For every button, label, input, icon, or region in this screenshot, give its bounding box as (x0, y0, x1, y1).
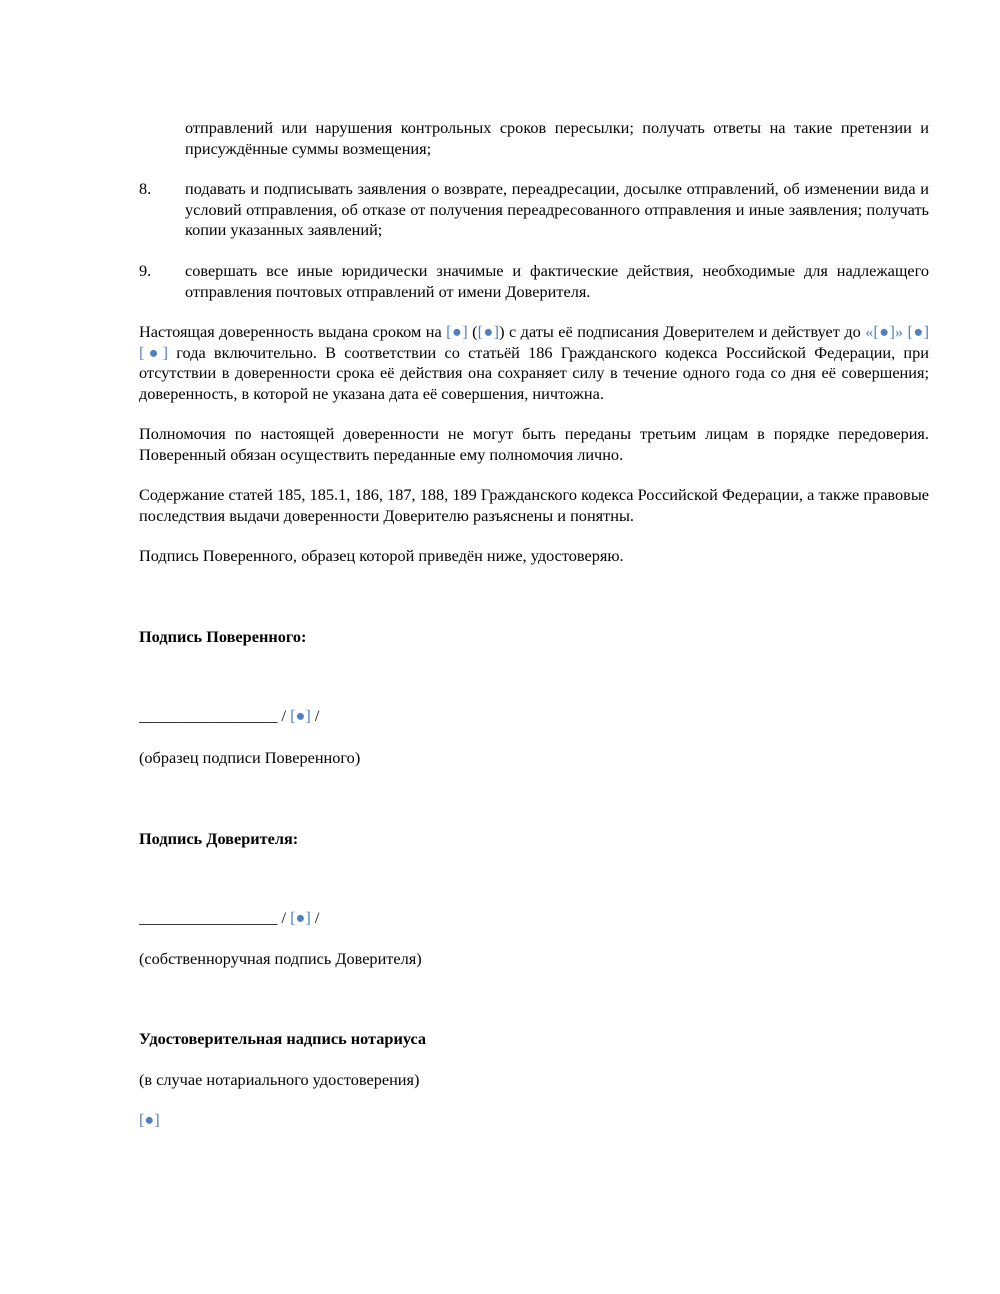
term-placeholder-2: [●] (477, 322, 500, 341)
notary-note: (в случае нотариального удостоверения) (139, 1070, 420, 1089)
principal-signature-caption: (собственноручная подпись Доверителя) (139, 949, 422, 968)
term-text-3: ) с даты её подписания Доверителем и действует до (499, 322, 866, 341)
principal-signature-underline: _________________ / (139, 908, 291, 927)
principal-signature-line (139, 908, 319, 929)
attorney-signature-underline: _________________ / (139, 706, 291, 725)
term-text-2: ( (467, 322, 478, 341)
list-item-number-9: 9. (139, 261, 152, 280)
attorney-signature-suffix: / (310, 706, 320, 725)
term-date-placeholder: «[●]» [●] [●] (139, 322, 929, 362)
attorney-signature-heading: Подпись Поверенного: (139, 627, 307, 646)
principal-signature-heading: Подпись Доверителя: (139, 829, 299, 848)
attorney-name-placeholder: [●] (290, 706, 311, 725)
term-text-1: Настоящая доверенность выдана сроком на (139, 322, 447, 341)
list-item-8: подавать и подписывать заявления о возврате, переадресации, досылке отправлений, об изменении вида и условий отправления, об отказе от получения переадресованного отправления и иные заявления; получать копии указанных заявлений; (185, 179, 929, 239)
list-item-number-8: 8. (139, 179, 152, 198)
list-item-continuation: отправлений или нарушения контрольных сроков пересылки; получать ответы на такие претензии и присуждённые суммы возмещения; (185, 118, 929, 158)
principal-signature-suffix: / (310, 908, 320, 927)
attorney-signature-caption: (образец подписи Поверенного) (139, 748, 361, 767)
attorney-signature-line (139, 706, 319, 727)
articles-paragraph: Содержание статей 185, 185.1, 186, 187, 188, 189 Гражданского кодекса Российской Федерации, а также правовые последствия выдачи доверенности Доверителю разъяснены и понятны. (139, 485, 929, 525)
principal-name-placeholder: [●] (290, 908, 311, 927)
term-placeholder-1: [●] (446, 322, 468, 341)
list-item-9: совершать все иные юридически значимые и фактические действия, необходимые для надлежащего отправления почтовых отправлений от имени Доверителя. (185, 261, 929, 301)
term-text-4: года включительно. В соответствии со статьёй 186 Гражданского кодекса Российской Федерации, при отсутствии в доверенности срока её действия она сохраняет силу в течение одного года со дня её совершения; доверенность, в которой не указана дата её совершения, ничтожна. (139, 342, 929, 403)
powers-paragraph: Полномочия по настоящей доверенности не могут быть переданы третьим лицам в порядке передоверия. Поверенный обязан осуществить переданные ему полномочия лично. (139, 424, 929, 464)
notary-placeholder: [●] (139, 1110, 160, 1129)
notary-heading: Удостоверительная надпись нотариуса (139, 1029, 427, 1048)
certify-paragraph: Подпись Поверенного, образец которой приведён ниже, удостоверяю. (139, 546, 624, 565)
term-paragraph (139, 322, 929, 404)
